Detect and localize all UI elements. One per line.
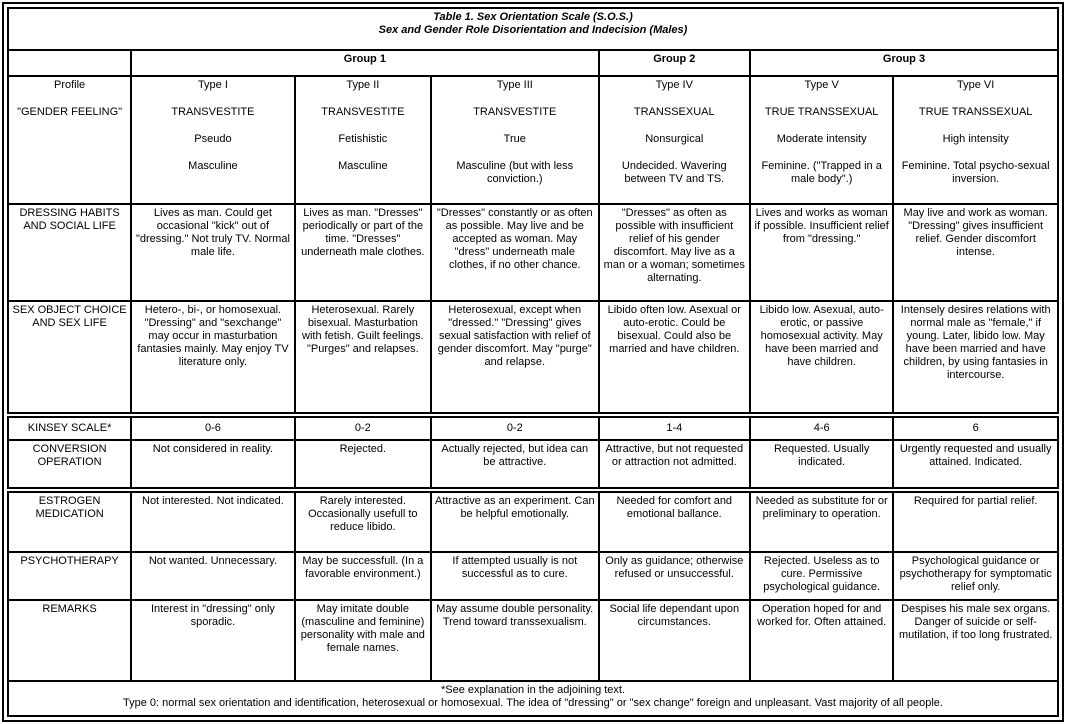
remarks-type4-cell: Social life dependant upon circumstances. [599, 600, 750, 681]
kinsey-type6-cell: 6 [893, 415, 1058, 440]
footnote-line1: *See explanation in the adjoining text. [440, 683, 626, 696]
dressing-type1-cell: Lives as man. Could get occasional "kick" out of "dressing." Not truly TV. Normal male life. [131, 204, 295, 301]
type4-label: Type IV [655, 79, 693, 92]
sex-life-row [8, 301, 1058, 415]
group-2-header: Group 2 [599, 50, 750, 76]
estrogen-row [8, 490, 1058, 552]
conversion-type5-cell: Requested. Usually indicated. [750, 440, 893, 490]
type5-profile-cell [750, 76, 893, 203]
type4-feeling: Undecided. Wavering between TV and TS. [621, 160, 727, 186]
sex-life-type4-cell: Libido often low. Asexual or auto-erotic. Could be bisexual. Could also be married and have children. [599, 301, 750, 415]
table-outer-frame [2, 2, 1064, 722]
psychotherapy-row-label: PSYCHOTHERAPY [8, 552, 131, 599]
group-row-empty-cell [8, 50, 131, 76]
profile-header-row [8, 76, 1058, 203]
conversion-type3-cell: Actually rejected, but idea can be attractive. [431, 440, 599, 490]
estrogen-type1-cell: Not interested. Not indicated. [131, 490, 295, 552]
psychotherapy-row [8, 552, 1058, 599]
remarks-type5-cell: Operation hoped for and worked for. Often attained. [750, 600, 893, 681]
remarks-row [8, 600, 1058, 681]
type2-profile-cell [295, 76, 431, 203]
type2-subtitle: Fetishistic [338, 133, 388, 146]
dressing-row [8, 204, 1058, 301]
remarks-type1-cell: Interest in "dressing" only sporadic. [131, 600, 295, 681]
group-3-header: Group 3 [750, 50, 1058, 76]
sex-life-type2-cell: Heterosexual. Rarely bisexual. Masturbation with fetish. Guilt feelings. "Purges" and relapses. [295, 301, 431, 415]
table-title [8, 8, 1058, 50]
dressing-type4-cell: "Dresses" as often as possible with insufficient relief of his gender discomfort. May live as a man or a woman; sometimes alternating. [599, 204, 750, 301]
dressing-type3-cell: "Dresses" constantly or as often as possible. May live and be accepted as woman. May "dress" underneath male clothes, if no other chance. [431, 204, 599, 301]
type3-subtitle: True [503, 133, 526, 146]
profile-row-label [8, 76, 131, 203]
type1-label: Type I [197, 79, 228, 92]
type2-label: Type II [346, 79, 380, 92]
conversion-type1-cell: Not considered in reality. [131, 440, 295, 490]
title-row [8, 8, 1058, 50]
conversion-type4-cell: Attractive, but not requested or attraction not admitted. [599, 440, 750, 490]
type3-profile-cell [431, 76, 599, 203]
conversion-type6-cell: Urgently requested and usually attained. Indicated. [893, 440, 1058, 490]
remarks-type6-cell: Despises his male sex organs. Danger of suicide or self-mutilation, if too long frustrated. [893, 600, 1058, 681]
type1-profile-cell [131, 76, 295, 203]
type6-feeling: Feminine. Total psycho-sexual inversion. [901, 160, 1050, 186]
conversion-type2-cell: Rejected. [295, 440, 431, 490]
type5-feeling: Feminine. ("Trapped in a male body".) [761, 160, 882, 186]
sos-table [7, 7, 1059, 717]
psychotherapy-type3-cell: If attempted usually is not successful as to cure. [431, 552, 599, 599]
kinsey-type5-cell: 4-6 [750, 415, 893, 440]
estrogen-type2-cell: Rarely interested. Occasionally usefull to reduce libido. [295, 490, 431, 552]
estrogen-type5-cell: Needed as substitute for or preliminary to operation. [750, 490, 893, 552]
kinsey-type3-cell: 0-2 [431, 415, 599, 440]
type3-feeling: Masculine (but with less conviction.) [456, 160, 574, 186]
estrogen-type3-cell: Attractive as an experiment. Can be helpful emotionally. [431, 490, 599, 552]
type3-label: Type III [496, 79, 533, 92]
type6-name: TRUE TRANSSEXUAL [918, 106, 1033, 119]
sex-life-type1-cell: Hetero-, bi-, or homosexual. "Dressing" and "sexchange" may occur in masturbation fantasies mainly. May enjoy TV literature only. [131, 301, 295, 415]
psychotherapy-type2-cell: May be successfull. (In a favorable environment.) [295, 552, 431, 599]
type1-name: TRANSVESTITE [171, 106, 255, 119]
footnote-row [8, 681, 1058, 716]
type1-feeling: Masculine [188, 160, 238, 173]
sex-life-type3-cell: Heterosexual, except when "dressed." "Dressing" gives sexual satisfaction with relief of gender discomfort. May "purge" and relapse. [431, 301, 599, 415]
dressing-row-label: DRESSING HABITS AND SOCIAL LIFE [8, 204, 131, 301]
kinsey-type2-cell: 0-2 [295, 415, 431, 440]
psychotherapy-type1-cell: Not wanted. Unnecessary. [131, 552, 295, 599]
dressing-type2-cell: Lives as man. "Dresses" periodically or part of the time. "Dresses" underneath male clothes. [295, 204, 431, 301]
profile-label-line2: "GENDER FEELING" [17, 106, 123, 119]
table-title-line1: Table 1. Sex Orientation Scale (S.O.S.) [433, 11, 633, 23]
type4-subtitle: Nonsurgical [645, 133, 704, 146]
group-header-row [8, 50, 1058, 76]
psychotherapy-type4-cell: Only as guidance; otherwise refused or unsuccessful. [599, 552, 750, 599]
type4-profile-cell [599, 76, 750, 203]
sex-life-row-label: SEX OBJECT CHOICE AND SEX LIFE [8, 301, 131, 415]
table-title-line2: Sex and Gender Role Disorientation and Indecision (Males) [378, 24, 688, 36]
type4-name: TRANSSEXUAL [633, 106, 715, 119]
kinsey-row [8, 415, 1058, 440]
psychotherapy-type5-cell: Rejected. Useless as to cure. Permissive psychological guidance. [750, 552, 893, 599]
type5-name: TRUE TRANSSEXUAL [764, 106, 879, 119]
remarks-type2-cell: May imitate double (masculine and feminine) personality with male and female names. [295, 600, 431, 681]
kinsey-type4-cell: 1-4 [599, 415, 750, 440]
kinsey-type1-cell: 0-6 [131, 415, 295, 440]
conversion-row-label: CONVERSION OPERATION [8, 440, 131, 490]
type1-subtitle: Pseudo [194, 133, 232, 146]
dressing-type6-cell: May live and work as woman. "Dressing" gives insufficient relief. Gender discomfort intense. [893, 204, 1058, 301]
sex-life-type5-cell: Libido low. Asexual, auto-erotic, or passive homosexual activity. May have been married and have children. [750, 301, 893, 415]
type2-feeling: Masculine [338, 160, 388, 173]
remarks-row-label: REMARKS [8, 600, 131, 681]
estrogen-type4-cell: Needed for comfort and emotional ballance. [599, 490, 750, 552]
profile-label-line1: Profile [53, 79, 86, 92]
kinsey-row-label: KINSEY SCALE* [8, 415, 131, 440]
type5-label: Type V [804, 79, 839, 92]
dressing-type5-cell: Lives and works as woman if possible. Insufficient relief from "dressing." [750, 204, 893, 301]
type6-subtitle: High intensity [942, 133, 1009, 146]
type6-label: Type VI [957, 79, 995, 92]
remarks-type3-cell: May assume double personality. Trend toward transsexualism. [431, 600, 599, 681]
type6-profile-cell [893, 76, 1058, 203]
sex-life-type6-cell: Intensely desires relations with normal male as "female," if young. Later, libido low. May have been married and have children, by using fantasies in intercourse. [893, 301, 1058, 415]
type5-subtitle: Moderate intensity [776, 133, 867, 146]
footnote-line2: Type 0: normal sex orientation and identification, heterosexual or homosexual. The idea of "dressing" or "sex change" foreign and unpleasant. Vast majority of all people. [123, 696, 943, 709]
estrogen-row-label: ESTROGEN MEDICATION [8, 490, 131, 552]
type3-name: TRANSVESTITE [473, 106, 557, 119]
footnote-cell [8, 681, 1058, 716]
type2-name: TRANSVESTITE [321, 106, 405, 119]
conversion-row [8, 440, 1058, 490]
psychotherapy-type6-cell: Psychological guidance or psychotherapy for symptomatic relief only. [893, 552, 1058, 599]
group-1-header: Group 1 [131, 50, 598, 76]
estrogen-type6-cell: Required for partial relief. [893, 490, 1058, 552]
